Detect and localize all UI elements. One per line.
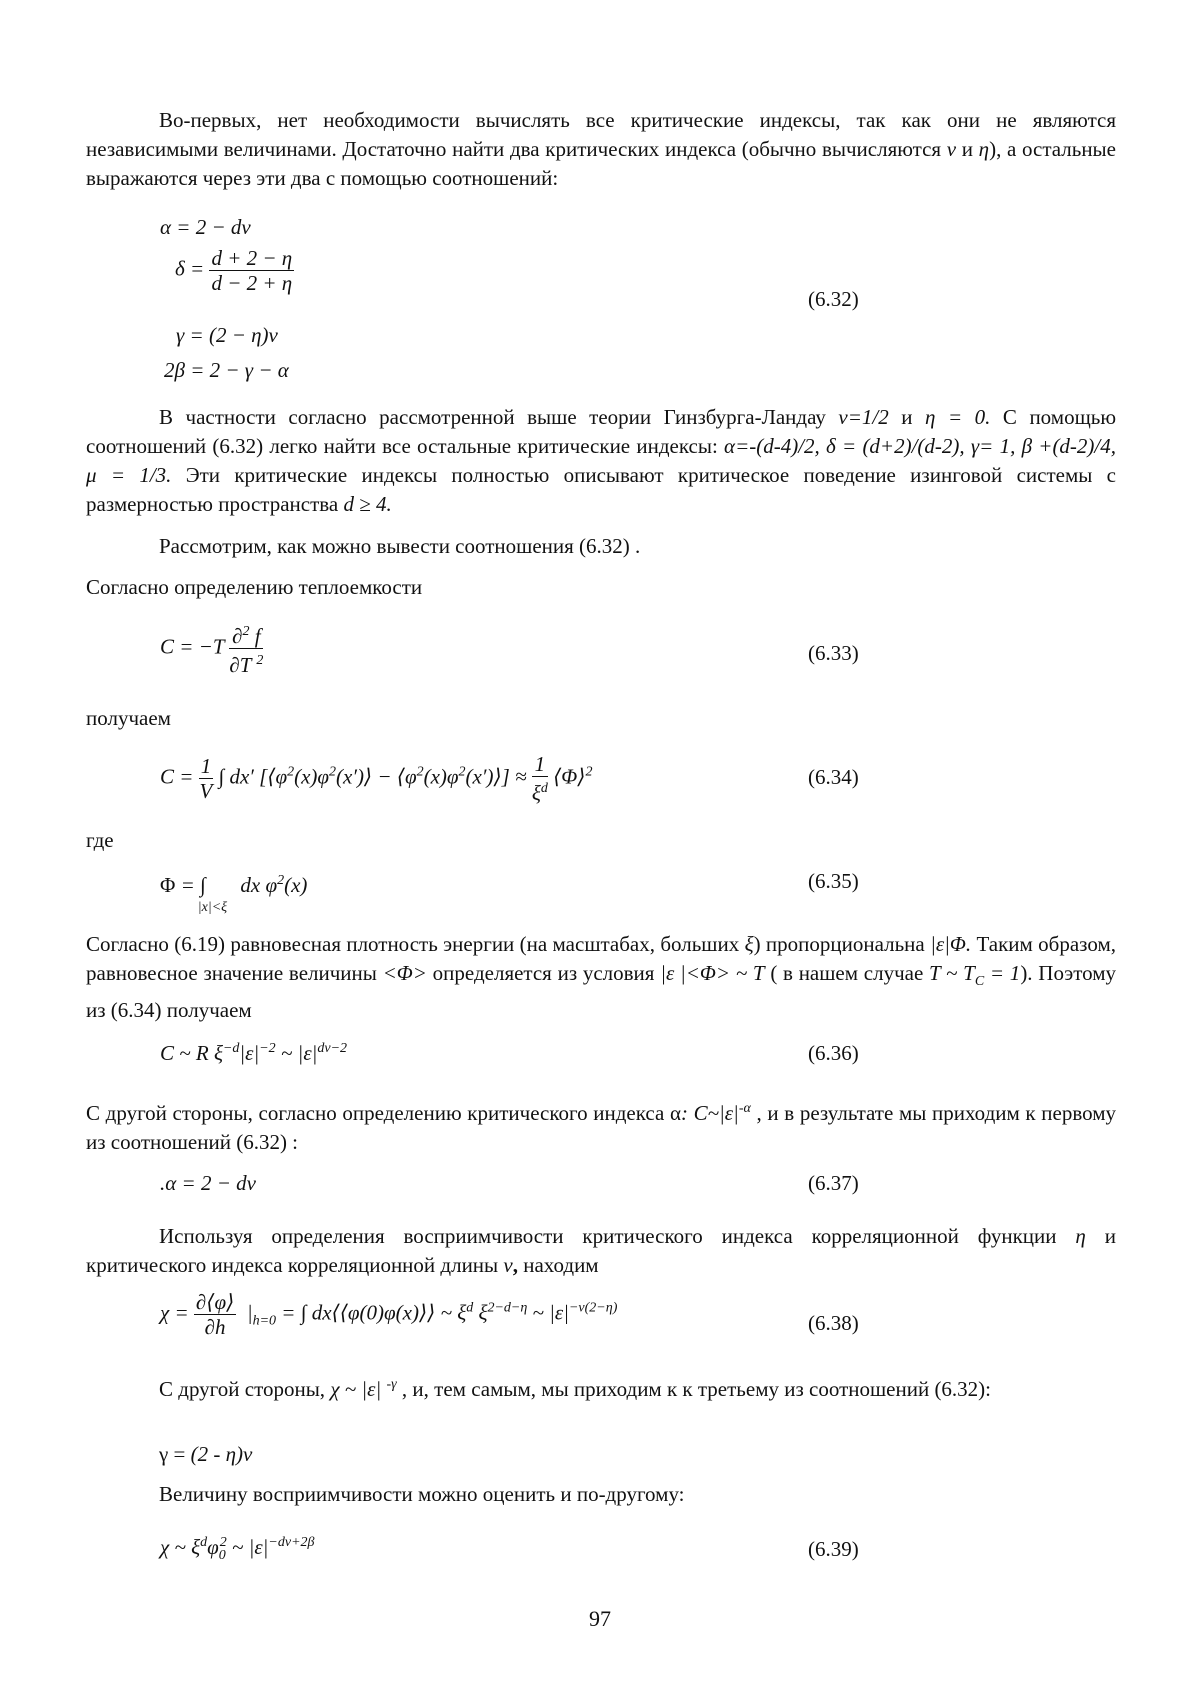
paragraph-alpha-definition: С другой стороны, согласно определению критического индекса α: $C\sim|\varepsilon|^{-\alpha}$ , и в результате мы приходим к первому из соотношений (6.32) : (86, 1101, 1117, 1154)
equation-number-6-33: (6.33) (808, 641, 859, 665)
equation-number-6-37: (6.37) (808, 1171, 859, 1195)
equation-delta: δ = $\frac{d + 2 - \eta}{d - 2 + \eta}$ (175, 246, 293, 295)
equation-alpha: α = 2 − dν (160, 215, 251, 239)
equation-number-6-36: (6.36) (808, 1041, 859, 1065)
equation-number-6-35: (6.35) (808, 869, 859, 893)
equation-6-34: C = $\frac{1}{V}$ ∫ dx′ [$⟨\varphi^2(x)\varphi^2(x')⟩$ − $⟨\varphi^2(x)\varphi^2(x')⟩$] ≈ $\frac{1}{\xi^d}$ ⟨Φ⟩$^2$ (160, 752, 593, 805)
equation-6-39: χ ~ $\xi^d\varphi_0^2$ ~ $|\varepsilon|^{-d\nu+2\beta}$ (160, 1535, 315, 1564)
equation-6-38: χ = $\frac{\partial⟨\varphi⟩}{\partial h}$ $|_{h=0}$ = ∫ dx⟨⟨φ(0)φ(x)⟩⟩ ~ $\xi^d$ $\xi^{2-d-\eta}$ ~ $|\varepsilon|^{-\nu(2-\eta)}$ (160, 1290, 618, 1339)
paragraph-get: получаем (86, 706, 171, 730)
paragraph-estimate: Величину восприимчивости можно оценить и по-другому: (159, 1482, 685, 1506)
equation-number-6-34: (6.34) (808, 765, 859, 789)
paragraph-where: где (86, 828, 114, 852)
paragraph-energy-density: Согласно (6.19) равновесная плотность энергии (на масштабах, больших ξ) пропорциональна |ε|Φ. Таким образом, равновесное значение величины <Φ> определяется из условия |ε |<Φ> ~ T ( в нашем случае T ~ $T_C = 1$). Поэтому из (6.34) получаем (86, 932, 1117, 1023)
paragraph-gamma-formula: γ = (2 - η)ν (159, 1442, 253, 1466)
equation-6-35: $\Phi = \int_{|x|<\xi}$ dx $\varphi^2(x)$ (160, 873, 308, 916)
equation-number-6-32: (6.32) (808, 287, 859, 311)
equation-6-37: .α = 2 − dν (160, 1171, 256, 1195)
page-number: 97 (589, 1606, 611, 1631)
paragraph-intro: Во-первых, нет необходимости вычислять все критические индексы, так как они не являются независимыми величинами. Достаточно найти два критических индекса (обычно вычисляются ν и η), а остальные выражаются через эти два с помощью соотношений: (86, 108, 1116, 190)
paragraph-derive: Рассмотрим, как можно вывести соотношения (6.32) . (159, 534, 641, 558)
equation-number-6-39: (6.39) (808, 1537, 859, 1561)
paragraph-susceptibility: Используя определения восприимчивости критического индекса корреляционной функции η и критического индекса корреляционной длины ν, находим (86, 1224, 1116, 1277)
paragraph-gamma-relation: С другой стороны, χ ~ |ε| $^{-\gamma}$ , и, тем самым, мы приходим к к третьему из соотношений (6.32): (159, 1377, 992, 1401)
equation-6-36: C ~ R $\xi^{-d}|\varepsilon|^{-2}$ ~ $|\varepsilon|^{d\nu-2}$ (160, 1041, 348, 1065)
equation-beta: 2β = 2 − γ − α (164, 358, 289, 382)
equation-6-33: C = −T $\frac{\partial^2 f}{\partial T ^2}$ (160, 620, 263, 677)
paragraph-ginzburg-landau: В частности согласно рассмотренной выше теории Гинзбурга-Ландау ν=1/2 и η = 0. С помощью соотношений (6.32) легко найти все остальные критические индексы: α=-(d-4)/2, δ = (d+2)/(d-2), γ= 1, β +(d-2)/4, μ = 1/3. Эти критические индексы полностью описывают критическое поведение изинговой системы с размерностью пространства d ≥ 4. (86, 405, 1117, 516)
equation-gamma: γ = (2 − η)ν (176, 323, 278, 347)
paragraph-heat-capacity: Согласно определению теплоемкости (86, 575, 423, 599)
equation-number-6-38: (6.38) (808, 1311, 859, 1335)
